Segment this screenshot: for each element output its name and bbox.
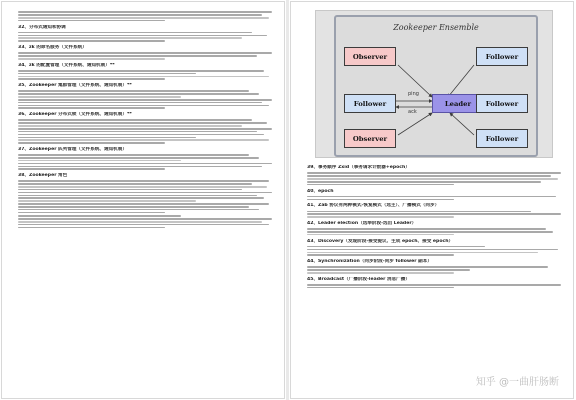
section-heading: 42、Leader election（选举阶段-选出 Leader） [307,221,417,226]
body-text-line [18,14,262,16]
follower-node: Follower [476,129,528,148]
body-text-line [307,228,546,230]
body-text-line [18,32,252,34]
body-text-line [18,11,272,13]
section-heading: 43、Discovery（发现阶段-接受提议、生成 epoch、接受 epoch） [307,238,454,244]
body-text-line [307,184,454,186]
follower-node: Follower [344,94,396,113]
section [307,259,561,273]
body-text-line [18,78,165,80]
body-text-line [18,197,264,199]
observer-node: Observer [344,47,396,66]
body-text-line [307,231,553,233]
section [18,11,272,21]
section [307,239,561,256]
section [307,277,561,289]
body-text-line [307,178,558,180]
body-text-line [18,168,165,170]
section-heading: 36、Zookeeper 分布式锁（文件系统、通知机制）** [18,112,132,118]
zookeeper-ensemble-diagram [315,10,553,158]
section-heading: 35、Zookeeper 集群管理（文件系统、通知机制）** [18,83,132,89]
follower-node: Follower [476,94,528,113]
section [18,173,272,213]
body-text-line [18,55,257,57]
section-heading: 33、zk 的命名服务（文件系统） [18,45,87,51]
body-text-line [18,40,165,42]
body-text-line [18,224,269,226]
body-text-line [18,20,165,22]
body-text-line [18,200,196,202]
body-text-line [18,119,252,121]
section [307,203,561,217]
body-text-line [18,157,259,159]
body-text-line [18,203,269,205]
body-text-line [18,35,267,37]
body-text-line [307,172,561,174]
arrow-follower-bottom [450,113,474,135]
section-heading: 41、Zab 协议有两种模式-恢复模式（选主）、广播模式（同步） [307,203,440,209]
body-text-line [307,269,470,271]
diagram-title: Zookeeper Ensemble [393,23,479,32]
body-text-line [18,17,269,19]
document-page-left [2,2,284,398]
body-text-line [18,107,165,109]
body-text-line [18,189,242,191]
document-page-right [291,2,573,398]
body-text-line [18,163,272,165]
body-text-line [18,215,181,217]
body-text-line [18,93,259,95]
body-text-line [18,221,262,223]
section [18,215,272,228]
section [18,63,272,80]
body-text-line [307,213,561,215]
ack-label: ack [408,109,417,115]
section [18,147,272,170]
page-gutter [286,0,289,400]
body-text-line [18,134,264,136]
body-text-line [18,154,249,156]
section-heading: 38、Zookeeper 角色 [18,173,68,179]
body-text-line [307,216,454,218]
body-text-line [18,142,165,144]
section-heading: 37、Zookeeper 队列管理（文件系统、通知机制） [18,146,127,152]
body-text-line [18,137,196,139]
body-text-line [307,252,538,254]
body-text-line [307,284,561,286]
body-text-line [18,52,272,54]
body-text-line [307,249,558,251]
body-text-line [18,195,257,197]
body-text-line [307,272,454,274]
body-text-line [18,131,257,133]
body-text-line [307,266,548,268]
body-text-line [18,209,259,211]
section [18,112,272,144]
section-heading: 32、分布式通知和协调 [18,24,66,30]
section-heading: 34、zk 的配置管理（文件系统、通知机制）** [18,62,115,68]
body-text-line [18,122,267,124]
body-text-line [18,70,264,72]
body-text-line [18,192,272,194]
body-text-line [307,181,541,183]
body-text-line [18,206,249,208]
section-heading: 39、事务顺序 Zxid（事务请求计数器+epoch） [307,165,410,171]
follower-node: Follower [476,47,528,66]
body-text-line [18,186,267,188]
left-page-content [18,10,272,230]
section-heading: 44、Synchronization（同步阶段-同步 follower 副本） [307,259,432,265]
ensemble-frame [334,15,538,157]
leader-node: Leader [432,94,484,113]
body-text-line [18,96,181,98]
body-text-line [18,90,249,92]
body-text-line [307,287,454,289]
body-text-line [307,234,454,236]
body-text-line [18,218,272,220]
body-text-line [18,227,165,229]
body-text-line [18,102,262,104]
body-text-line [18,128,272,130]
body-text-line [307,175,551,177]
section [307,165,561,185]
body-text-line [18,166,262,168]
body-text-line [307,196,556,198]
section-heading: 45、Broadcast（广播阶段-leader 消息广播） [307,276,410,282]
body-text-line [18,125,242,127]
body-text-line [18,212,165,214]
body-text-line [18,37,242,39]
body-text-line [18,58,165,60]
body-text-line [18,99,272,101]
watermark: 知乎 @一曲肝肠断 [475,377,559,388]
ping-label: ping [408,91,419,97]
body-text-line [18,73,196,75]
section [307,189,561,201]
body-text-line [307,199,454,201]
body-text-line [307,211,531,213]
arrow-follower-top [448,65,474,97]
section [18,45,272,59]
right-page-content [307,162,561,290]
section [18,25,272,42]
arrow-observer-bottom [398,113,432,135]
body-text-line [18,139,269,141]
section [307,221,561,235]
section [18,83,272,109]
section-heading: 40、epoch [307,188,334,194]
body-text-line [18,180,269,182]
body-text-line [307,254,454,256]
body-text-line [18,76,269,78]
body-text-line [18,183,252,185]
body-text-line [18,105,269,107]
observer-node: Observer [344,129,396,148]
body-text-line [18,160,181,162]
body-text-line [307,246,485,248]
